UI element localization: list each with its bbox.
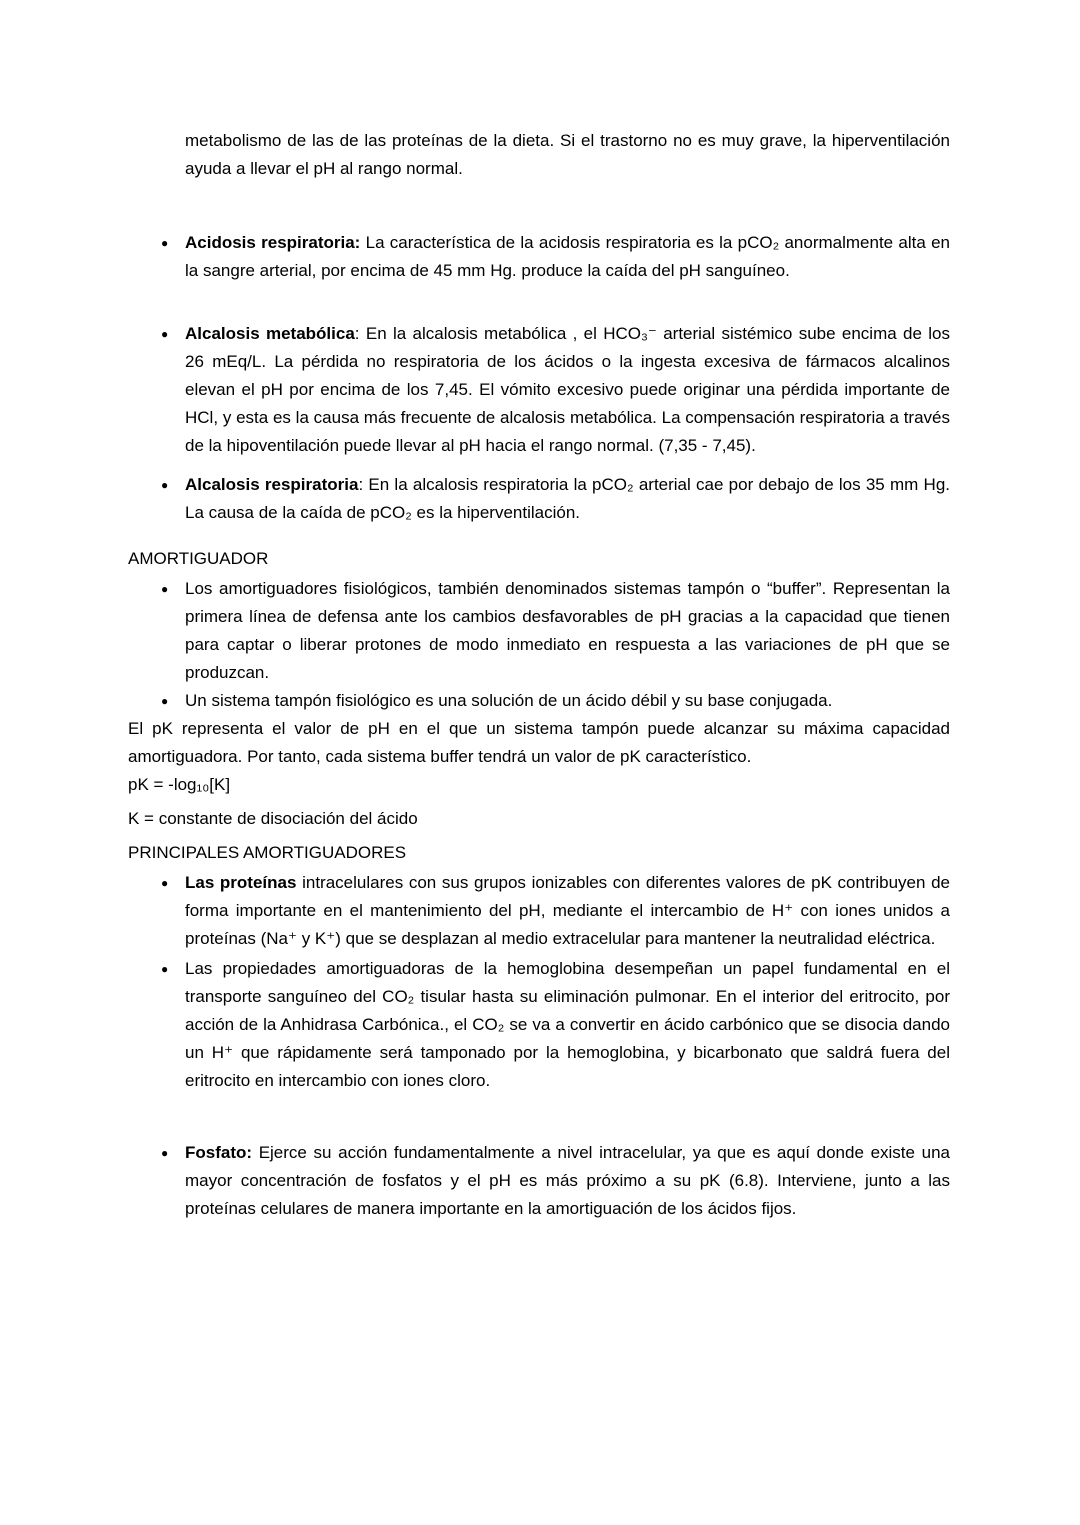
pk-paragraph: El pK representa el valor de pH en el que un sistema tampón puede alcanzar su máxima capacidad amortiguadora. Por tanto, cada sistema buffer tendrá un valor de pK característico. bbox=[128, 719, 950, 766]
k-definition: K = constante de disociación del ácido bbox=[128, 809, 418, 828]
bullet-body: Las propiedades amortiguadoras de la hemoglobina desempeñan un papel fundamental en el transporte sanguíneo del CO₂ tisular hasta su eliminación pulmonar. En el interior del eritrocito, por acción de la Anhidrasa Carbónica., el CO₂ se va a convertir en ácido carbónico que se disocia dando un H⁺ que rápidamente será tamponado por la hemoglobina, y bicarbonato que saldrá fuera del eritrocito en intercambio con iones cloro. bbox=[185, 959, 950, 1090]
bullet-icon bbox=[161, 1139, 181, 1167]
bullet-acidosis-respiratoria bbox=[128, 229, 950, 285]
bullet-body: intracelulares con sus grupos ionizables con diferentes valores de pK contribuyen de forma importante en el mantenimiento del pH, mediante el intercambio de H⁺ con iones unidos a proteínas (Na⁺ y K⁺) que se desplazan al medio extracelular para mantener la neutralidad eléctrica. bbox=[185, 873, 950, 948]
bullet-label: Las proteínas bbox=[185, 873, 297, 892]
bullet-body: La característica de la acidosis respiratoria es la pCO₂ anormalmente alta en la sangre arterial, por encima de 45 mm Hg. produce la caída del pH sanguíneo. bbox=[185, 233, 950, 280]
bullet-text bbox=[185, 320, 950, 460]
bullet-body: Los amortiguadores fisiológicos, también denominados sistemas tampón o “buffer”. Representan la primera línea de defensa ante los cambios desfavorables de pH gracias a la capacidad que tienen para captar o liberar protones de modo inmediato en respuesta a las variaciones de pH que se produzcan. bbox=[185, 579, 950, 682]
bullet-body: Ejerce su acción fundamentalmente a nivel intracelular, ya que es aquí donde existe una mayor concentración de fosfatos y el pH es más próximo a su pK (6.8). Interviene, junto a las proteínas celulares de manera importante en la amortiguación de los ácidos fijos. bbox=[185, 1143, 950, 1218]
bullet-text bbox=[185, 1139, 950, 1223]
bullet-icon bbox=[161, 687, 181, 715]
bullet-text bbox=[185, 869, 950, 953]
bullet-label: Fosfato: bbox=[185, 1143, 253, 1162]
bullet-text bbox=[185, 955, 950, 1095]
bullet-icon bbox=[161, 471, 181, 499]
bullet-proteinas bbox=[128, 869, 950, 953]
bullet-icon bbox=[161, 575, 181, 603]
bullet-alcalosis-metabolica bbox=[128, 320, 950, 460]
bullet-text bbox=[185, 229, 950, 285]
bullet-text bbox=[185, 471, 950, 527]
bullet-label: Alcalosis metabólica bbox=[185, 324, 355, 343]
section-heading-principales-amortiguadores: PRINCIPALES AMORTIGUADORES bbox=[128, 843, 407, 862]
bullet-body: : En la alcalosis respiratoria la pCO₂ arterial cae por debajo de los 35 mm Hg. La causa de la caída de pCO₂ es la hiperventilación. bbox=[185, 475, 950, 522]
bullet-icon bbox=[161, 955, 181, 983]
bullet-amortiguadores-fisiologicos bbox=[128, 575, 950, 687]
bullet-fosfato bbox=[128, 1139, 950, 1223]
bullet-icon bbox=[161, 229, 181, 257]
intro-paragraph: metabolismo de las de las proteínas de la dieta. Si el trastorno no es muy grave, la hiperventilación ayuda a llevar el pH al rango normal. bbox=[185, 131, 950, 178]
bullet-sistema-tampon bbox=[128, 687, 950, 715]
bullet-body: Un sistema tampón fisiológico es una solución de un ácido débil y su base conjugada. bbox=[185, 691, 833, 710]
bullet-alcalosis-respiratoria bbox=[128, 471, 950, 527]
bullet-icon bbox=[161, 869, 181, 897]
document-page bbox=[128, 127, 950, 1223]
section-heading-amortiguador: AMORTIGUADOR bbox=[128, 549, 269, 568]
bullet-body: : En la alcalosis metabólica , el HCO₃⁻ arterial sistémico sube encima de los 26 mEq/L. La pérdida no respiratoria de los ácidos o la ingesta excesiva de fármacos alcalinos elevan el pH por encima de los 7,45. El vómito excesivo puede originar una pérdida importante de HCl, y esta es la causa más frecuente de alcalosis metabólica. La compensación respiratoria a través de la hipoventilación puede llevar al pH hacia el rango normal. (7,35 - 7,45). bbox=[185, 324, 950, 455]
bullet-icon bbox=[161, 320, 181, 348]
bullet-hemoglobina bbox=[128, 955, 950, 1095]
bullet-label: Acidosis respiratoria: bbox=[185, 233, 361, 252]
pk-formula: pK = -log₁₀[K] bbox=[128, 775, 231, 794]
bullet-label: Alcalosis respiratoria bbox=[185, 475, 359, 494]
